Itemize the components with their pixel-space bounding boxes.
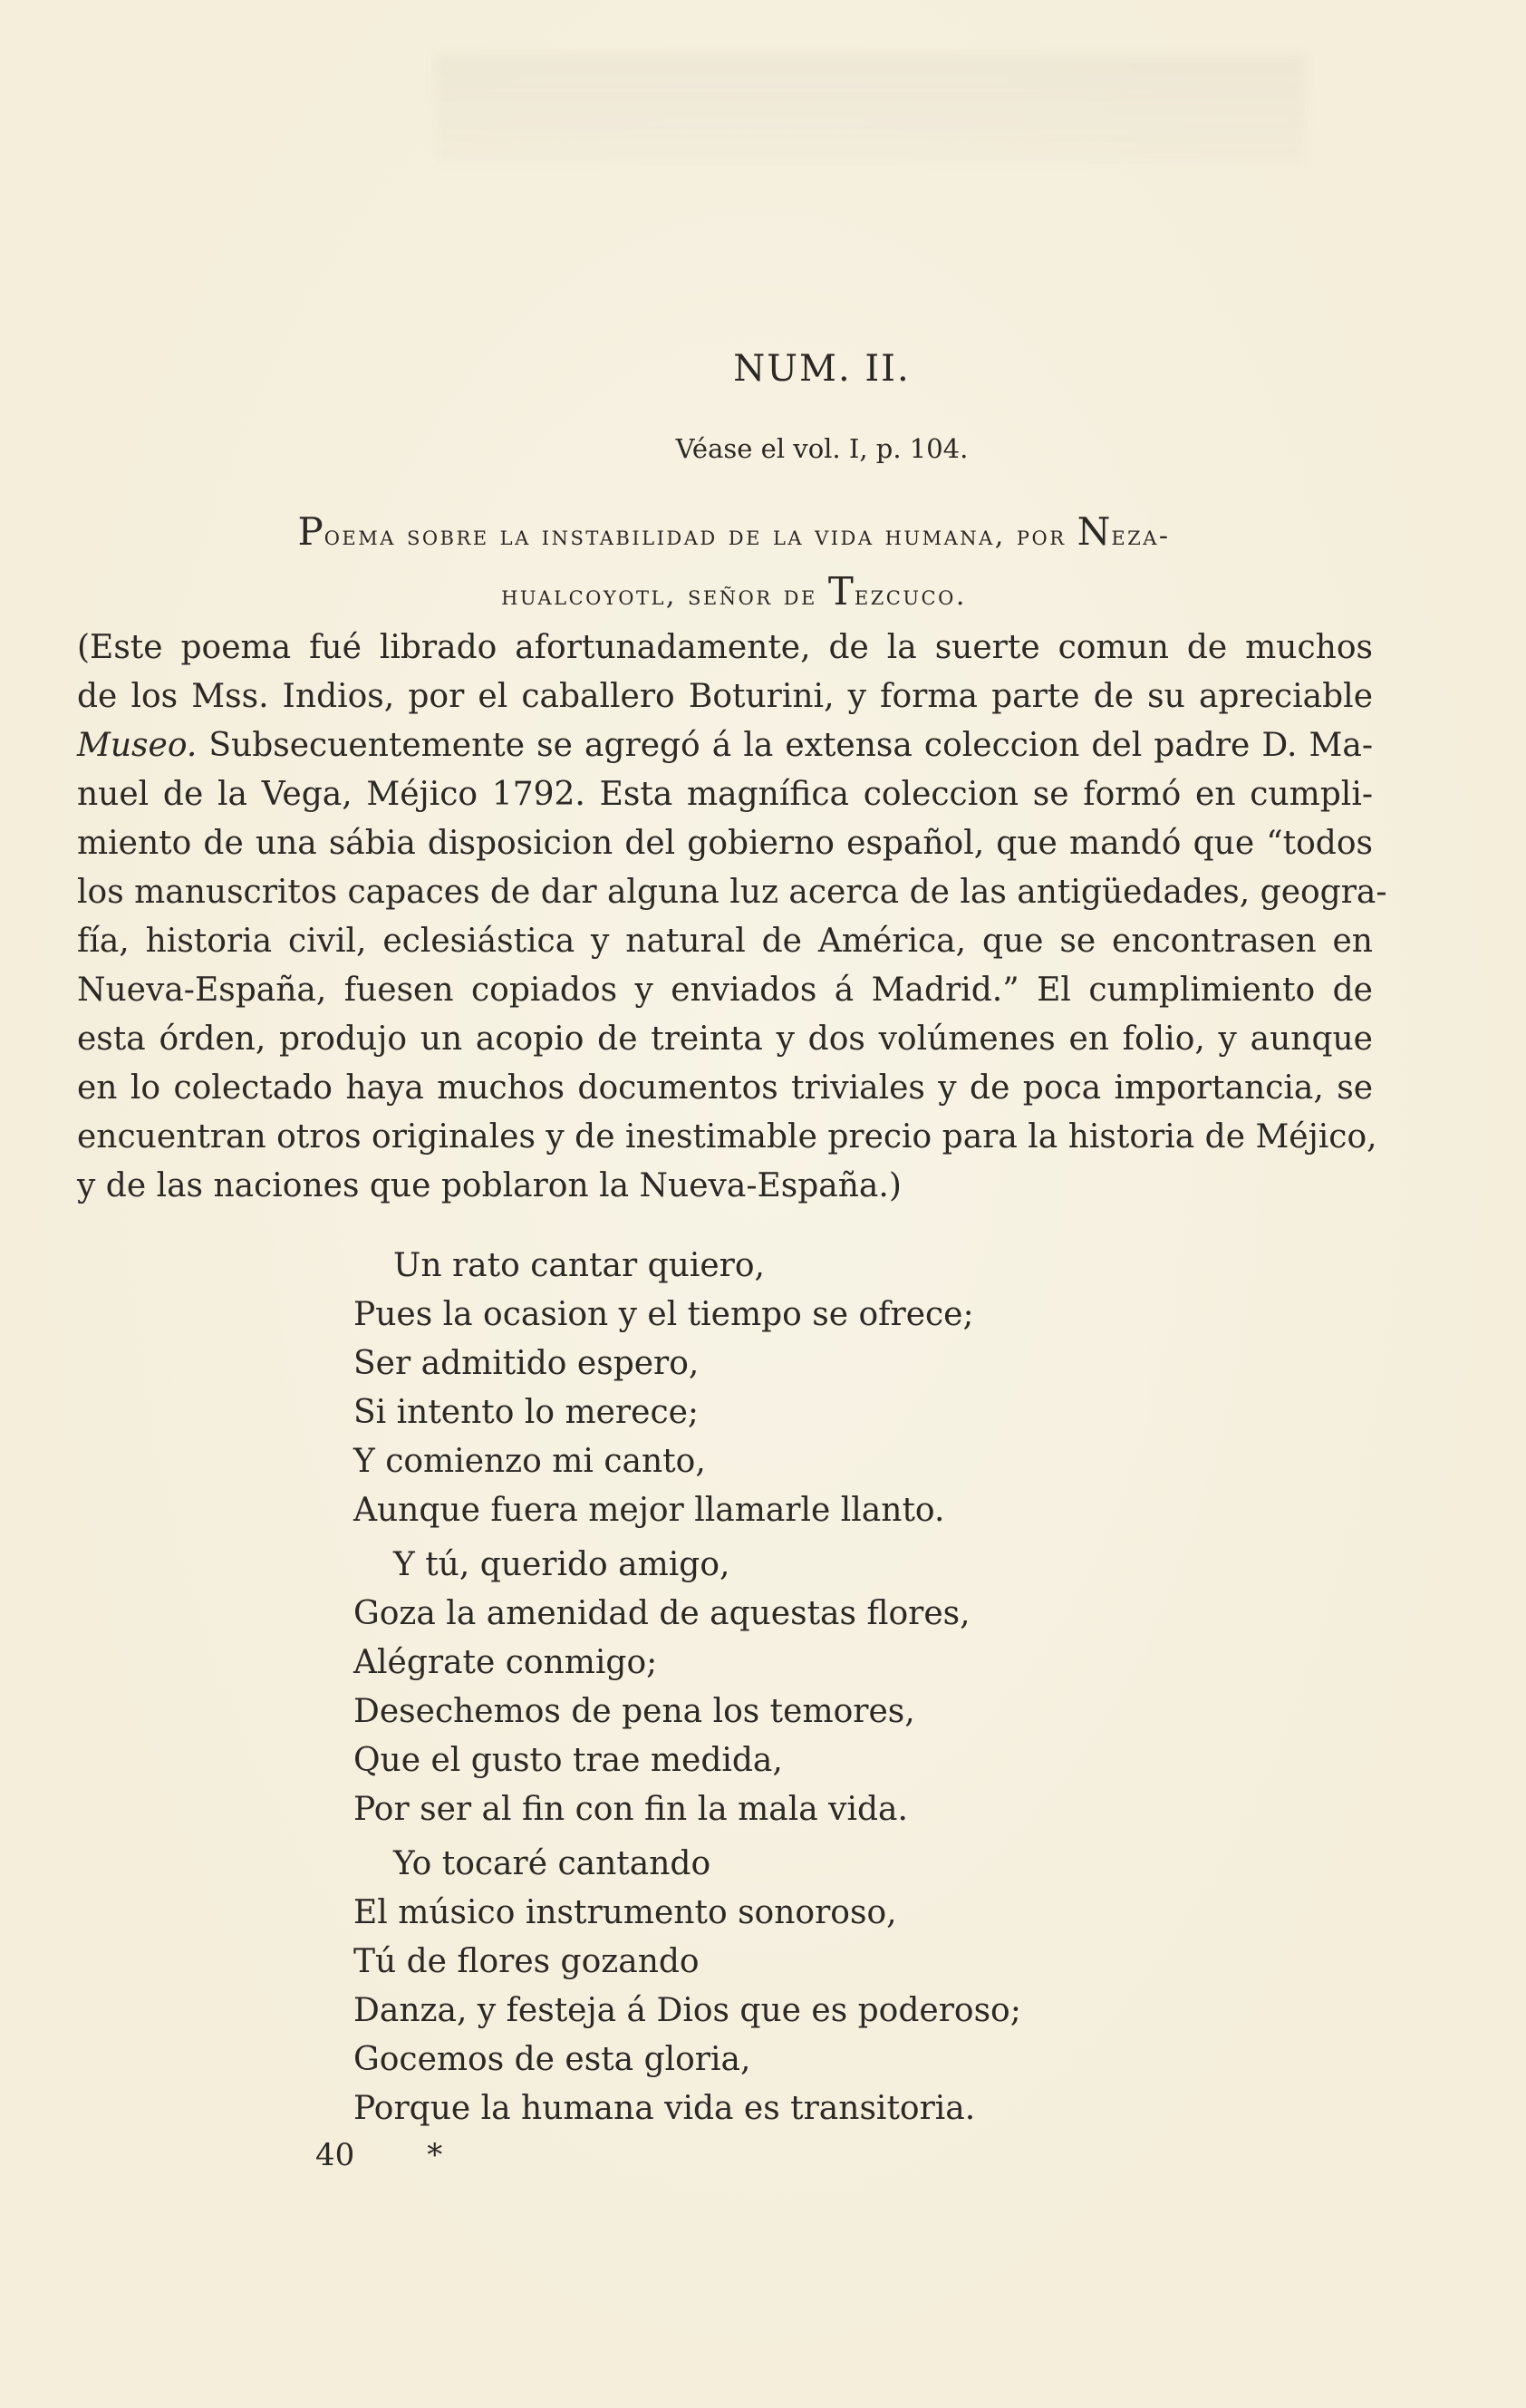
poem-stanza-1 [353,1242,1169,1535]
section-number: NUM. II. [733,348,911,390]
verse-line: Ser admitido espero, [353,1345,700,1382]
verse-line: El músico instrumento sonoroso, [353,1894,897,1931]
verse-line: Goza la amenidad de aquestas flores, [353,1595,971,1632]
signature-number: 40 [315,2137,355,2173]
intro-line: nuel de la Vega, Méjico 1792. Esta magnífica coleccion se formó en cumpli- [77,776,1373,813]
intro-line: Nueva-España, fuesen copiados y enviados á Madrid.” El cumplimiento de [77,972,1373,1009]
verse-line: Aunque fuera mejor llamarle llanto. [353,1492,945,1529]
intro-line-3-rest: Subsecuentemente se agregó á la extensa coleccion del padre D. Ma- [197,727,1373,764]
verse-line: Un rato cantar quiero, [393,1247,765,1284]
title-initial-n: N [1077,509,1112,554]
signature-asterisk: * [427,2137,443,2173]
verse-line: Danza, y festeja á Dios que es poderoso; [353,1992,1021,2029]
verse-line: Desechemos de pena los temores, [353,1693,915,1730]
intro-line: en lo colectado haya muchos documentos triviales y de poca importancia, se [77,1069,1373,1107]
intro-line: y de las naciones que poblaron la Nueva-España.) [77,1167,902,1204]
show-through-bleed [435,54,1305,163]
verse-line: Si intento lo merece; [353,1394,700,1431]
intro-paragraph [77,624,1387,1211]
verse-line: Y comienzo mi canto, [353,1443,706,1480]
intro-line [77,721,1373,770]
poem-title-line-2 [145,569,1323,614]
title-line-2-end: ezcuco. [854,580,967,612]
verse-line: Gocemos de esta gloria, [353,2041,751,2078]
poem-stanza-2 [353,1541,1169,1834]
intro-line: fía, historia civil, eclesiástica y natural de América, que se encontrasen en [77,923,1373,960]
intro-line: los manuscritos capaces de dar alguna luz acerca de las antigüedades, geogra- [77,874,1387,911]
verse-line: Alégrate conmigo; [353,1644,658,1681]
poem-stanza-3 [353,1840,1169,2133]
title-line-1-text: oema sobre la instabilidad de la vida humana, por [324,520,1077,552]
intro-line: esta órden, produjo un acopio de treinta y dos volúmenes en folio, y aunque [77,1020,1373,1058]
title-initial-t: T [827,569,855,614]
intro-line: encuentran otros originales y de inestimable precio para la historia de Méjico, [77,1118,1377,1156]
title-line-2-text: hualcoyotl, señor de [501,580,828,612]
verse-line: Pues la ocasion y el tiempo se ofrece; [353,1296,974,1333]
verse-line: Tú de flores gozando [353,1943,700,1980]
verse-line: Y tú, querido amigo, [393,1546,730,1583]
intro-line: (Este poema fué librado afortunadamente, de la suerte comun de muchos [77,629,1373,666]
verse-line: Porque la humana vida es transitoria. [353,2090,976,2127]
title-line-1-end: eza- [1111,520,1171,552]
verse-line: Por ser al fin con fin la mala vida. [353,1791,908,1828]
title-initial-p: P [297,509,324,554]
signature-footer [315,2137,442,2173]
verse-line: Que el gusto trae medida, [353,1742,783,1779]
poem-title-line-1 [145,509,1323,554]
verse-line: Yo tocaré cantando [393,1845,711,1882]
intro-line: de los Mss. Indios, por el caballero Boturini, y forma parte de su apreciable [77,678,1373,715]
cross-reference: Véase el vol. I, p. 104. [675,433,969,464]
intro-museo-italic: Museo. [77,727,198,764]
intro-line: miento de una sábia disposicion del gobierno español, que mandó que “todos [77,825,1373,862]
